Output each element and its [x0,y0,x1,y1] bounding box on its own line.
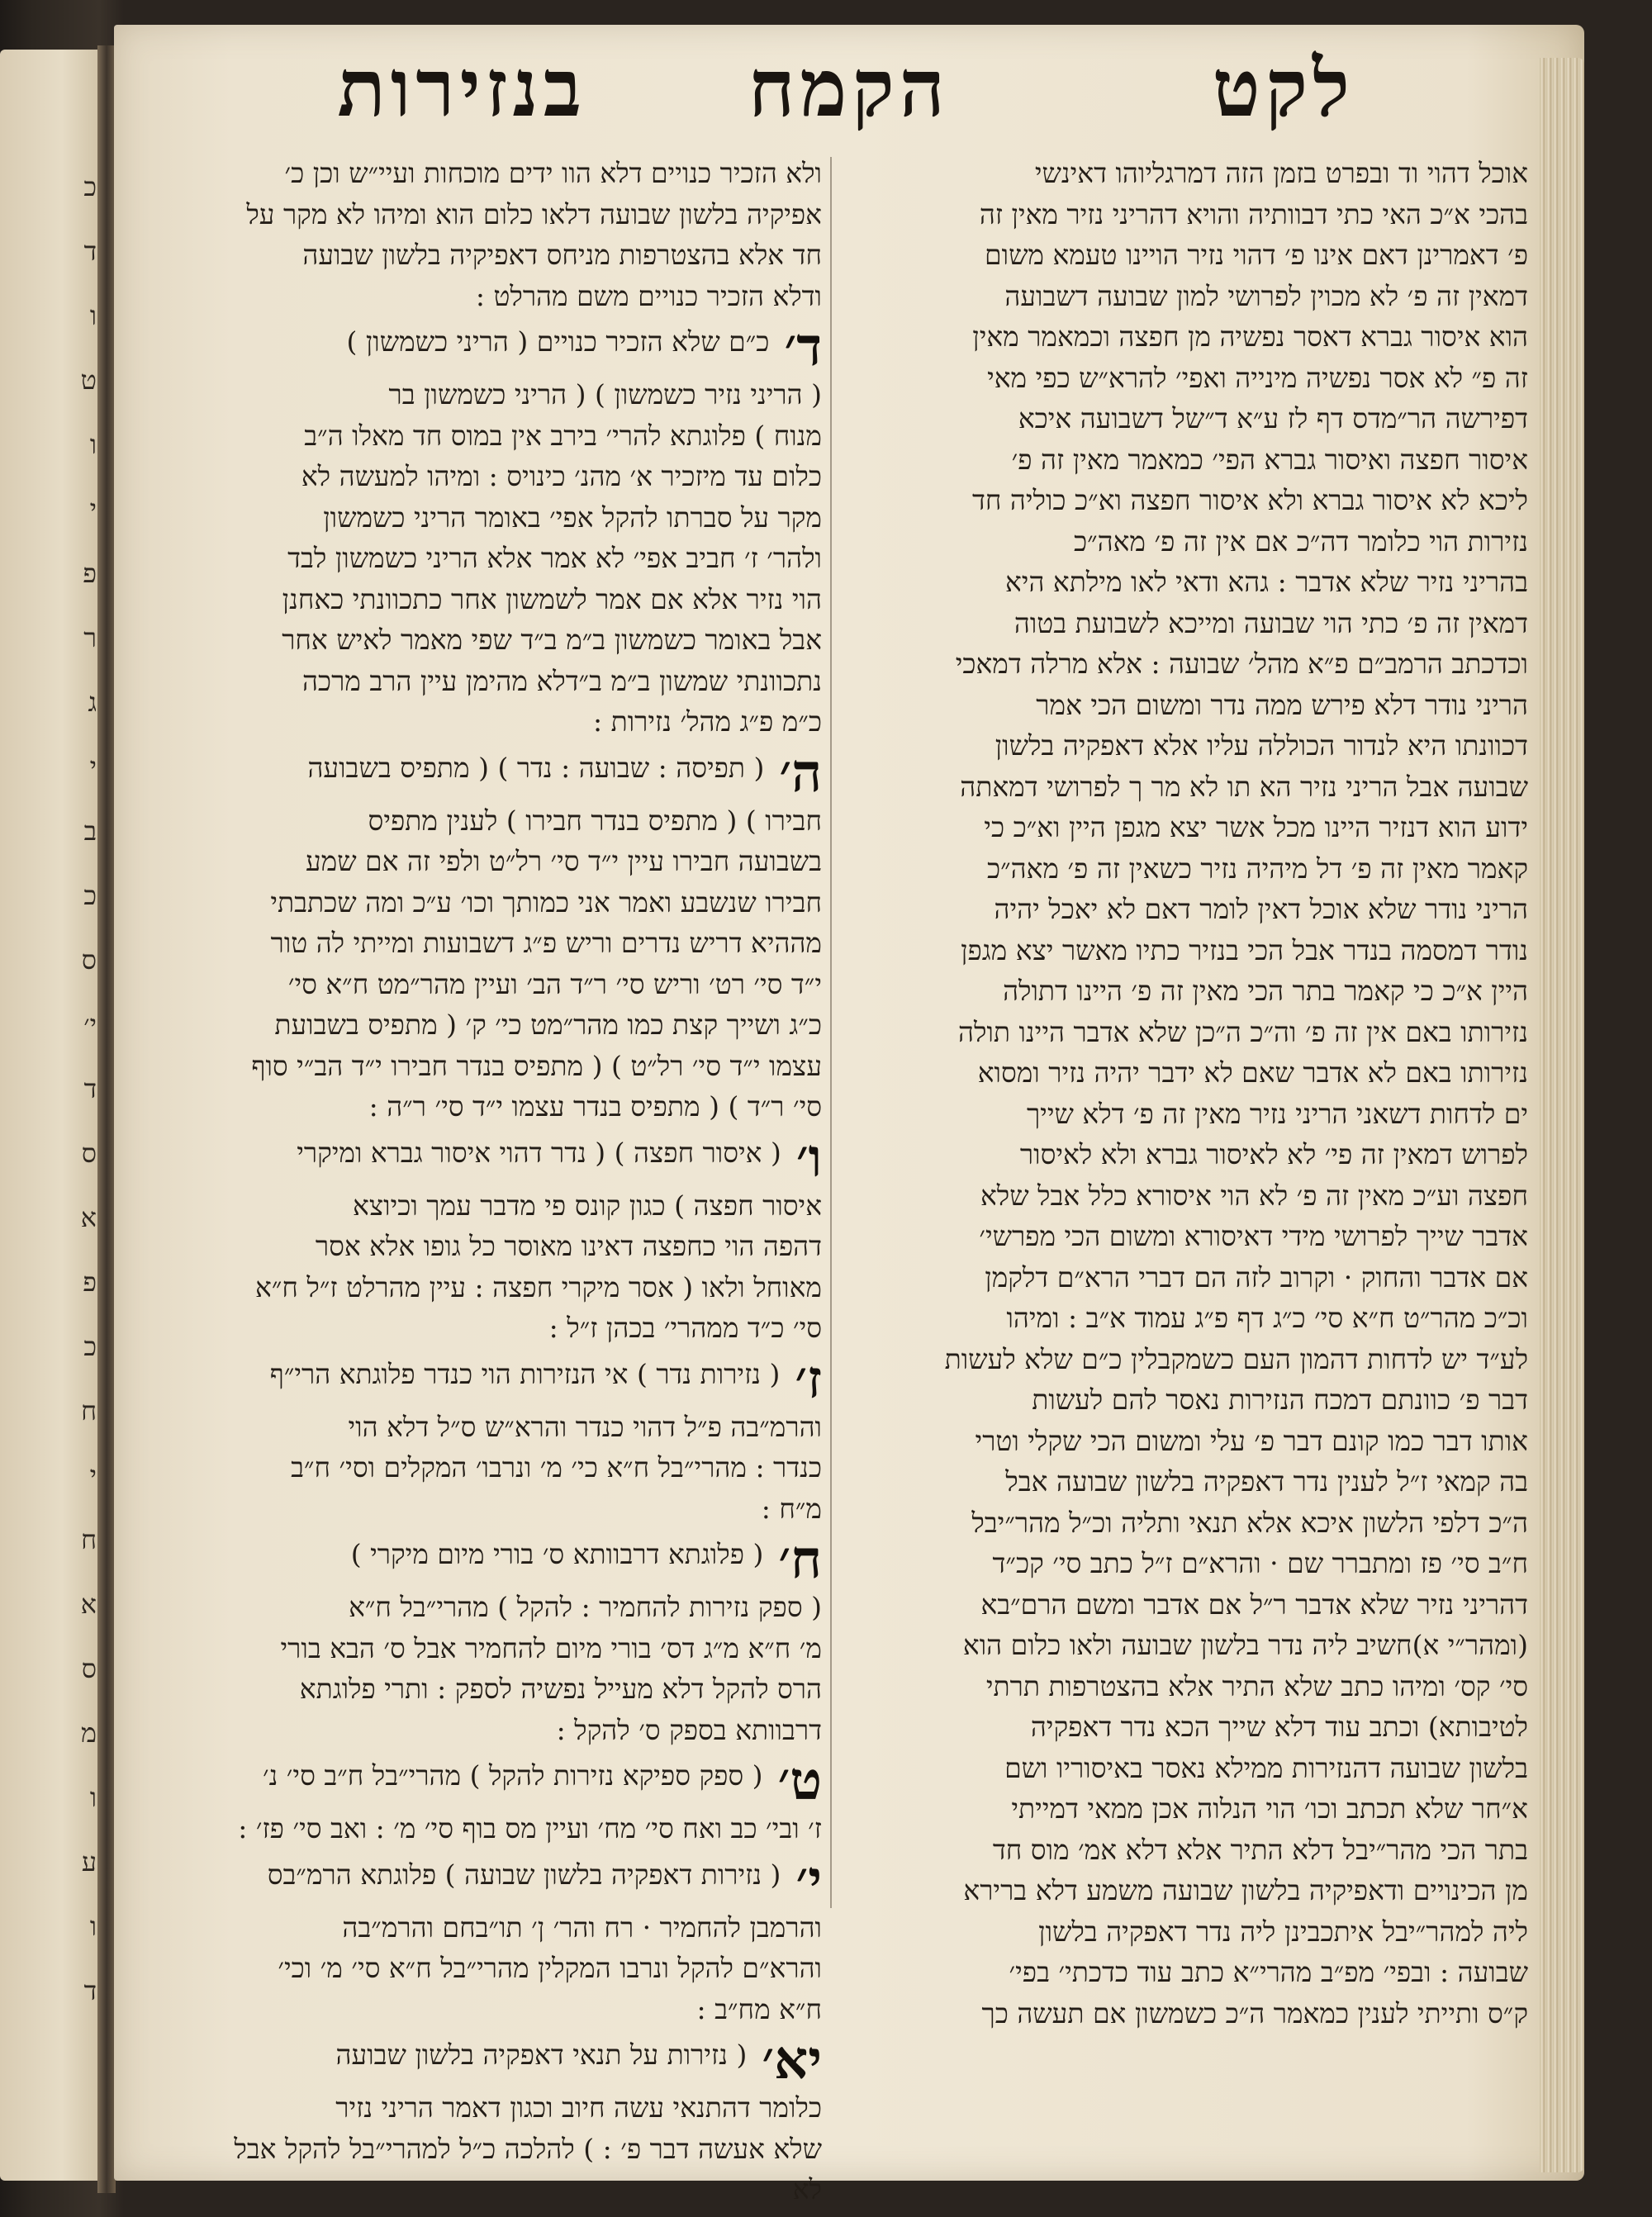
section-text: מ׳ ח״א מ״ג דס׳ בורי מיום להחמיר אבל ס׳ הבא בורי [280,1631,822,1664]
text-line: בלשון שבועה דהנזירות ממילא נאסר באיסוריו ושם [1004,1751,1528,1784]
section-text: חבירו ) ( מתפיס בנדר חבירו ) לענין מתפיס [368,804,822,837]
left-page-fragment: כ [83,880,97,911]
section-text: י״ד סי׳ רט׳ וריש סי׳ ר״ד הב׳ ועיין מהר״מט ח״א סי׳ [287,967,822,1000]
section-text: ( הריני נזיר כשמשון ) ( הריני כשמשון בר [388,378,822,411]
left-page-fragment: ס [81,1137,97,1169]
section-text: הוי נזיר אלא אם אמר לשמשון אחר כתכוונתי כאחנן [282,582,822,615]
left-page-fragment: מ [81,1717,97,1749]
section-text: דהפה הוי כחפצה דאינו מאוסר כל גופו אלא אסר [315,1230,822,1262]
text-line: אותו דבר כמו קונם דבר פ׳ עלי ומשום הכי שקלי וטרי [975,1424,1528,1457]
text-line [161,748,822,800]
section-text: כ״ג ושייך קצת כמו מהר״מט כי׳ ק׳ ( מתפיס בשבועת [274,1009,822,1041]
header-word-3: בנזירות [337,41,586,135]
text-line: דמאין זה פ׳ לא מכוין לפרושי למון שבועה דשבועה [1004,279,1528,312]
text-line [161,1628,822,1669]
text-line [161,1669,822,1710]
section-text: מנוח ) פלוגתא להרי׳ בירב אין במוס חד מאלו ה״ב [304,419,822,452]
left-page-fragment: ס [81,1653,97,1684]
left-page-fragment: י׳ [83,1009,97,1040]
text-line [161,620,822,661]
left-page-fragment: ו [89,1782,97,1813]
text-line [161,321,822,374]
text-line [161,1488,822,1530]
text-line [161,1226,822,1267]
text-line [161,701,822,743]
section-text: כ״ם שלא הזכיר כנויים ( הריני כשמשון ) [346,325,770,358]
text-line: סי׳ קס׳ ומיהו כתב שלא התיר אלא בהצטרפות תרתי [985,1669,1528,1702]
left-page-fragment: א [80,1202,97,1233]
text-line: זה פ״ לא אסר נפשיה מינייה ואפי׳ להרא״ש כפי מאי [987,361,1528,394]
text-line: מן הכינויים ודאפיקיה בלשון שבועה משמע דלא ברירא [963,1874,1528,1906]
section-letter: ח׳ [778,1534,822,1587]
section-text: דרבוותא בספק ס׳ להקל : [556,1713,822,1746]
section [161,1354,822,1530]
text-line [161,1534,822,1587]
text-line [161,800,822,842]
text-line [161,497,822,539]
text-line: בהריני נזיר שלא אדבר : גהא ודאי לאו מילתא היא [1005,566,1528,598]
section-text: לא [792,2173,822,2205]
section-text: מההיא דריש נדרים וריש פ״ג דשבועות ומייתי לה טור [270,927,822,959]
book-gutter [97,45,116,2193]
header-word-2: הקמח [748,41,950,135]
text-line: לטיבותא) וכתב עוד דלא שייך הכא נדר דאפקיה [1030,1711,1528,1743]
header-word-1: לקט [1212,41,1355,135]
section-text: סי׳ כ״ד ממהרי׳ בכהן ז״ל : [548,1312,822,1344]
text-line: דפירשה הר״מדס דף לז ע״א ד״של דשבועה איכא [1018,402,1528,434]
text-line [161,1447,822,1488]
text-line: דמאין זה פ׳ כתי הוי שבועה ומייכא לשבועת בטוה [1014,606,1528,639]
text-line: וכדכתב הרמב״ם פ״א מהל׳ שבועה : אלא מרלה דמאכי [955,648,1528,680]
left-page-fragment: ו [89,1911,97,1942]
text-line [161,1407,822,1448]
column-divider [830,157,832,1908]
left-column [161,153,822,2210]
text-line [161,1587,822,1628]
text-line: ידוע הוא דנזיר היינו מכל אשר יצא מגפן היין וא״כ כי [984,811,1528,843]
text-line [161,1854,822,1907]
left-page-fragment: י [89,751,97,782]
section-text: מאוחל ולאו ( אסר מיקרי חפצה : עיין מהרלט ז״ל ח״א [255,1270,822,1303]
left-page-fragment: כ [83,1331,97,1362]
section-letter: ה׳ [779,747,822,800]
section [161,748,822,1127]
running-header [215,41,1355,157]
left-page-fragment: ט [80,364,97,396]
section-text: מ״ח : [761,1492,822,1525]
section-text: בשבועה חבירו עיין י״ד סי׳ רל״ט ולפי זה אם שמע [305,845,822,877]
section-text: אבל באומר כשמשון ב״מ ב״ד שפי מאמר לאיש אחר [282,624,822,656]
text-line: ליכא לא איסור גברא ולא איסור חפצה וא״כ כוליה חד [972,484,1528,516]
text-line: דכוונתו היא לנדור הכוללה עליו אלא דאפקיה בלשון [995,729,1528,762]
section-text: איסור חפצה ) כגון קונס פי מדבר עמך וכיוצא [353,1189,822,1222]
left-page-fragment: ח [81,1524,97,1555]
section-text: ח״א מח״ב : [696,1992,822,2025]
left-page-fragment: ר [83,622,97,653]
section [161,2034,822,2210]
text-line [161,1907,822,1949]
text-line [161,1046,822,1087]
text-line: לפרוש דמאין זה פי׳ לא לאיסור גברא ולא לאיסור [1019,1138,1528,1170]
section-letter: ד׳ [784,321,822,374]
text-line [161,2129,822,2170]
text-line: בה קמאי ז״ל לענין נדר דאפקיה בלשון שבועה אבל [1005,1465,1528,1498]
section-text: ( נזירות דאפקיה בלשון שבועה ) פלוגתא הרמ״בס [267,1858,781,1891]
section [161,1755,822,1849]
section-text: כלום עד מיזכיר א׳ מהנ׳ כינויס : ומיהו למעשה לא [301,460,822,492]
page-edges [1540,58,1584,2172]
text-line [161,1989,822,2030]
text-line: אפיקיה בלשון שבועה דלאו כלום הוא ומיהו לא מקר על [246,197,822,230]
text-line: וכ״כ מהר״ט ח״א סי׳ כ״ג דף פ״ג עמוד א״ב : ומיהו [1006,1302,1528,1334]
left-page-fragment: ד [83,1073,97,1104]
text-line [161,538,822,579]
section-text: ( פלוגתא דרבוותא ס׳ בורי מיום מיקרי ) [350,1538,764,1570]
section-text: והרמ״בה פ״ל דהוי כנדר והרא״ש ס״ל דלא הוי [348,1410,822,1443]
text-line [161,1132,822,1185]
left-page-fragment: פ [83,558,97,589]
text-line: דהריני נזיר שלא אדבר ר״ל אם אדבר ומשם הרם״בא [980,1588,1528,1621]
text-line [161,841,822,882]
section-letter: ט׳ [777,1755,822,1808]
text-line [161,964,822,1005]
left-page-fragment: ס [81,944,97,976]
section-text: ( ספק נזירות להחמיר : להקל ) מהרי״בל ח״א [349,1591,822,1623]
text-line: נודר דמסמה בנדר אבל הכי בנזיר כתיו מאשר יצא מגפן [961,933,1528,966]
text-line [161,923,822,964]
section-text: כלומר דהתנאי עשה חיוב וכגון דאמר הריני נזיר [335,2091,822,2124]
text-line [161,1948,822,1989]
left-page-fragment: ע [81,1846,97,1878]
left-page-fragment: ו [89,300,97,331]
left-page-fragment: כ [83,171,97,202]
text-line [161,1808,822,1849]
section [161,1534,822,1750]
text-line: איסור חפצה ואיסור גברא הפי׳ כמאמר מאין זה פ׳ [1011,443,1528,476]
text-line [161,374,822,415]
text-line: ק״ס ותייתי לענין כמאמר ה״כ כשמשון אם תעשה כך [981,1996,1528,2029]
section-letter: י׳ [795,1854,822,1907]
section-text: ( נזירות נדר ) אי הנזירות הוי כנדר פלוגתא הרי״ף [269,1357,781,1390]
text-line [161,415,822,457]
text-line [161,2169,822,2210]
left-page-fragment: פ [83,1266,97,1298]
text-line: ולא הזכיר כנויים דלא הוו ידים מוכחות ועיי״ש וכן כ׳ [284,157,822,189]
section-text: והרמבן להחמיר · רח והר׳ ן׳ תו״בחם והרמ״בה [342,1911,822,1944]
text-line [161,1004,822,1046]
section-text: כנדר : מהרי״בל ח״א כי׳ מ׳ ונרבו׳ המקלים וסי׳ ח״ב [291,1451,822,1484]
text-line: אדבר שייך לפרושי מידי דאיסורא ומשום הכי מפרשי׳ [979,1220,1528,1252]
text-line: היין א״כ כי קאמר בתר הכי מאין זה פ׳ היינו דתולה [1003,975,1528,1007]
left-page-fragment: ב [83,815,97,847]
text-line [161,1354,822,1407]
right-column [843,153,1528,2034]
section-text: נתכוונתי שמשון ב״מ ב״דלא מהימן עיין הרב מרכה [301,664,822,697]
text-line: חד אלא בהצטרפות מניחס דאפיקיה בלשון שבועה [302,239,822,271]
section [161,321,822,743]
left-page-fragment: א [80,1588,97,1620]
text-line [161,1755,822,1808]
left-page-fragment: ח [81,1395,97,1427]
text-line: אוכל דהוי וד ובפרט בזמן הזה דמרגליוהו דאינשי [1034,157,1528,189]
text-line [161,1308,822,1349]
text-line [161,2087,822,2129]
text-line [161,579,822,620]
section [161,1854,822,2030]
section-letter: יא׳ [762,2034,822,2087]
text-line: לע״ד יש לדחות דהמון העם כשמקבלין כ״ם שלא לעשות [944,1342,1528,1375]
section-text: ( נזירות על תנאי דאפקיה בלשון שבועה [335,2039,748,2071]
left-page-fragment: ו [89,429,97,460]
text-line: חפצה וע״כ מאין זה פ׳ לא הוי איסורא כלל אבל שלא [980,1179,1528,1212]
text-line [161,1086,822,1127]
text-line: הריני נודר שלא אוכל דאין לומר דאם לא יאכל יהיה [994,893,1528,925]
text-line [161,2034,822,2087]
section-text: ( תפיסה : שבועה : נדר ) ( מתפיס בשבועה [307,751,765,784]
section-text: חבירו שנשבע ואמר אני כמותך וכו׳ ע״כ ומה שכתבתי [270,885,822,919]
section-letter: ז׳ [795,1353,822,1407]
section-text: ( איסור חפצה ) ( נדר דהוי איסור גברא ומיקרי [297,1136,781,1169]
text-line [161,456,822,497]
section-text: והרא״ם להקל ונרבו המקלין מהרי״בל ח״א סי׳ מ׳ וכי׳ [278,1952,822,1984]
text-line: שבועה : ובפי׳ מפ״ב מהרי״א כתב עוד כדכתי׳ בפי׳ [1009,1956,1528,1988]
left-page-fragment: ג [88,686,97,718]
text-line: אם אדבר והחוק · וקרוב לזה הם דברי הרא״ם דלקמן [985,1260,1528,1294]
text-line: הוא איסור גברא דאסר נפשיה מן חפצה וכמאמר מאין [972,320,1528,353]
previous-page-edge [0,50,103,2181]
section-text: עצמו י״ד סי׳ רל״ט ) ( מתפיס בנדר חבירו י״ד הב״י סוף [251,1049,822,1082]
text-line: דבר פ׳ כוונתם דמכח הנזירות נאסר להם לעשות [1032,1384,1528,1416]
text-line [161,661,822,702]
text-line [161,1267,822,1308]
text-line [161,1710,822,1751]
section-text: שלא אעשה דבר פ׳ : ) להלכה כ״ל למהרי״בל להקל אבל [234,2132,822,2165]
section-text: הרס להקל דלא מעייל נפשיה לספק : ותרי פלוגתא [299,1673,822,1705]
section-text: ( ספק ספיקא נזירות להקל ) מהרי״בל ח״ב סי׳ נ׳ [262,1759,763,1792]
section-text: ולהר׳ ז׳ חביב אפי׳ לא אמר אלא הריני כשמשון לבד [287,542,822,574]
text-line: ודלא הזכיר כנויים משם מהרלט : [475,279,822,312]
text-line: ים לדחות דשאני הריני נזיר מאין זה פ׳ דלא שייך [1026,1097,1528,1130]
text-line [161,1185,822,1227]
text-line: שבועה אבל הריני נזיר הא תו לא מר ך לפרושי דמאתה [960,770,1528,803]
text-line: פ׳ דאמרינן דאם אינו פ׳ דהוי נזיר הויינו טעמא משום [985,239,1528,271]
section-text: מקר על סברתו להקל אפי׳ באומר הריני כשמשון [323,501,822,534]
text-line: קאמר מאין זה פ׳ דל מיהיה נזיר כשאין זה פ׳ מאה״כ [986,852,1528,885]
text-line: בהכי א״כ האי כתי דבוותיה והויא דהריני נזיר מאין זה [979,197,1528,230]
text-line: הריני נודר דלא פירש ממה נדר ומשום הכי אמר [1036,688,1528,721]
text-line: נזירותו באם לא אדבר שאם לא ידבר יהיה נזיר ומסוא [977,1056,1528,1089]
left-page-fragment: ד [83,235,97,267]
left-page-fragment: ד [83,1975,97,2006]
section-letter: ו׳ [795,1132,822,1185]
section-text: ז׳ ובי׳ כב ואח סי׳ מח׳ ועיין מס בוף סי׳ מ׳ : ואב סי׳ פז׳ : [238,1812,822,1844]
text-line: ח״ב סי׳ פז ומתברר שם · והרא״ם ז״ל כתב סי׳ קכ״ד [992,1547,1528,1579]
left-page-fragment: י [89,493,97,525]
text-line: נזירותו באם אין זה פ׳ וה״כ ה״כן שלא אדבר היינו תולה [958,1015,1528,1048]
left-page-fragment: י [89,1460,97,1491]
section-text: סי׳ ר״ד ) ( מתפיס בנדר עצמו י״ד סי׳ ר״ה : [368,1090,822,1123]
text-line: א״חר שלא תכתב וכו׳ הוי הנלוה אכן ממאי דמייתי [1011,1792,1528,1825]
text-line: נזירות הוי כלומר דה״כ אם אין זה פ׳ מאה״כ [1073,525,1528,558]
section-text: כ״מ פ״ג מהל׳ נזירות : [593,705,822,738]
text-line: ליה למהר״יבל איתכבינן ליה נדר דאפקיה בלשון [1038,1915,1528,1948]
section [161,1132,822,1349]
text-line [161,882,822,923]
text-line: (ומהר״י א)חשיב ליה נדר בלשון שבועה ולאו כלום הוא [962,1629,1528,1661]
text-line: בתר הכי מהר״יבל דלא התיר אלא דלא אמ׳ מוס חד [992,1833,1528,1866]
text-line: ה״כ דלפי הלשון איכא אלא תנאי ותליה וכ״ל מהר״יבל [971,1506,1528,1539]
